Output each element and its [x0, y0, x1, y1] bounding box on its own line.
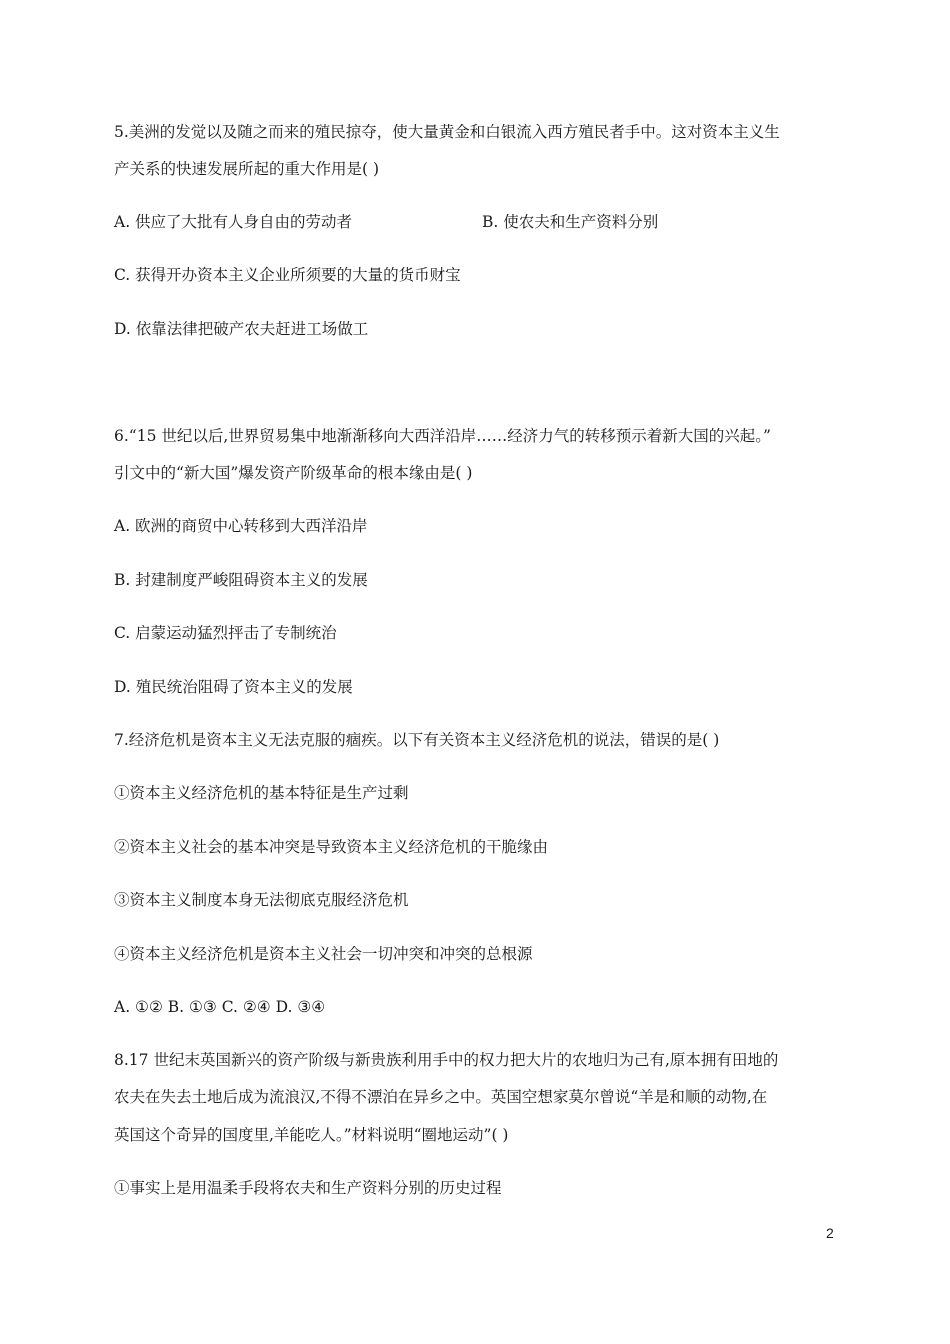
q5-option-d: D. 依靠法律把破产农夫赶进工场做工: [114, 320, 369, 338]
q5-stem-line1: 5.美洲的发觉以及随之而来的殖民掠夺，使大量黄金和白银流入西方殖民者手中。这对资本主义生: [114, 123, 780, 141]
q5-option-a: A. 供应了大批有人身自由的劳动者: [114, 213, 353, 231]
q7-options: A. ①② B. ①③ C. ②④ D. ③④: [114, 998, 326, 1016]
q5-option-b: B. 使农夫和生产资料分别: [482, 213, 659, 231]
q7-item-1: ①资本主义经济危机的基本特征是生产过剩: [114, 784, 409, 802]
q5-option-c: C. 获得开办资本主义企业所须要的大量的货币财宝: [114, 266, 461, 284]
q8-stem-line3: 英国这个奇异的国度里,羊能吃人。”材料说明“圈地运动”( ): [114, 1126, 509, 1144]
q6-option-d: D. 殖民统治阻碍了资本主义的发展: [114, 678, 353, 696]
q8-item-1: ①事实上是用温柔手段将农夫和生产资料分别的历史过程: [114, 1179, 502, 1197]
page-number: 2: [826, 1225, 834, 1241]
q6-stem-line2: 引文中的“新大国”爆发资产阶级革命的根本缘由是( ): [114, 464, 473, 482]
q5-stem-line2: 产关系的快速发展所起的重大作用是( ): [114, 160, 380, 178]
q6-option-a: A. 欧洲的商贸中心转移到大西洋沿岸: [114, 517, 368, 535]
q7-item-2: ②资本主义社会的基本冲突是导致资本主义经济危机的干脆缘由: [114, 838, 549, 856]
q8-stem-line2: 农夫在失去土地后成为流浪汉,不得不漂泊在异乡之中。英国空想家莫尔曾说“羊是和顺的动物,在: [114, 1088, 768, 1106]
q8-stem-line1: 8.17 世纪末英国新兴的资产阶级与新贵族利用手中的权力把大片的农地归为己有,原本拥有田地的: [114, 1051, 779, 1069]
q6-option-b: B. 封建制度严峻阻碍资本主义的发展: [114, 571, 368, 589]
q7-item-3: ③资本主义制度本身无法彻底克服经济危机: [114, 891, 409, 909]
q7-stem-line1: 7.经济危机是资本主义无法克服的痼疾。以下有关资本主义经济危机的说法，错误的是( ): [114, 731, 720, 749]
q6-stem-line1: 6.“15 世纪以后,世界贸易集中地渐渐移向大西洋沿岸……经济力气的转移预示着新大国的兴起。”: [114, 427, 771, 445]
q7-item-4: ④资本主义经济危机是资本主义社会一切冲突和冲突的总根源: [114, 945, 533, 963]
q6-option-c: C. 启蒙运动猛烈抨击了专制统治: [114, 624, 337, 642]
